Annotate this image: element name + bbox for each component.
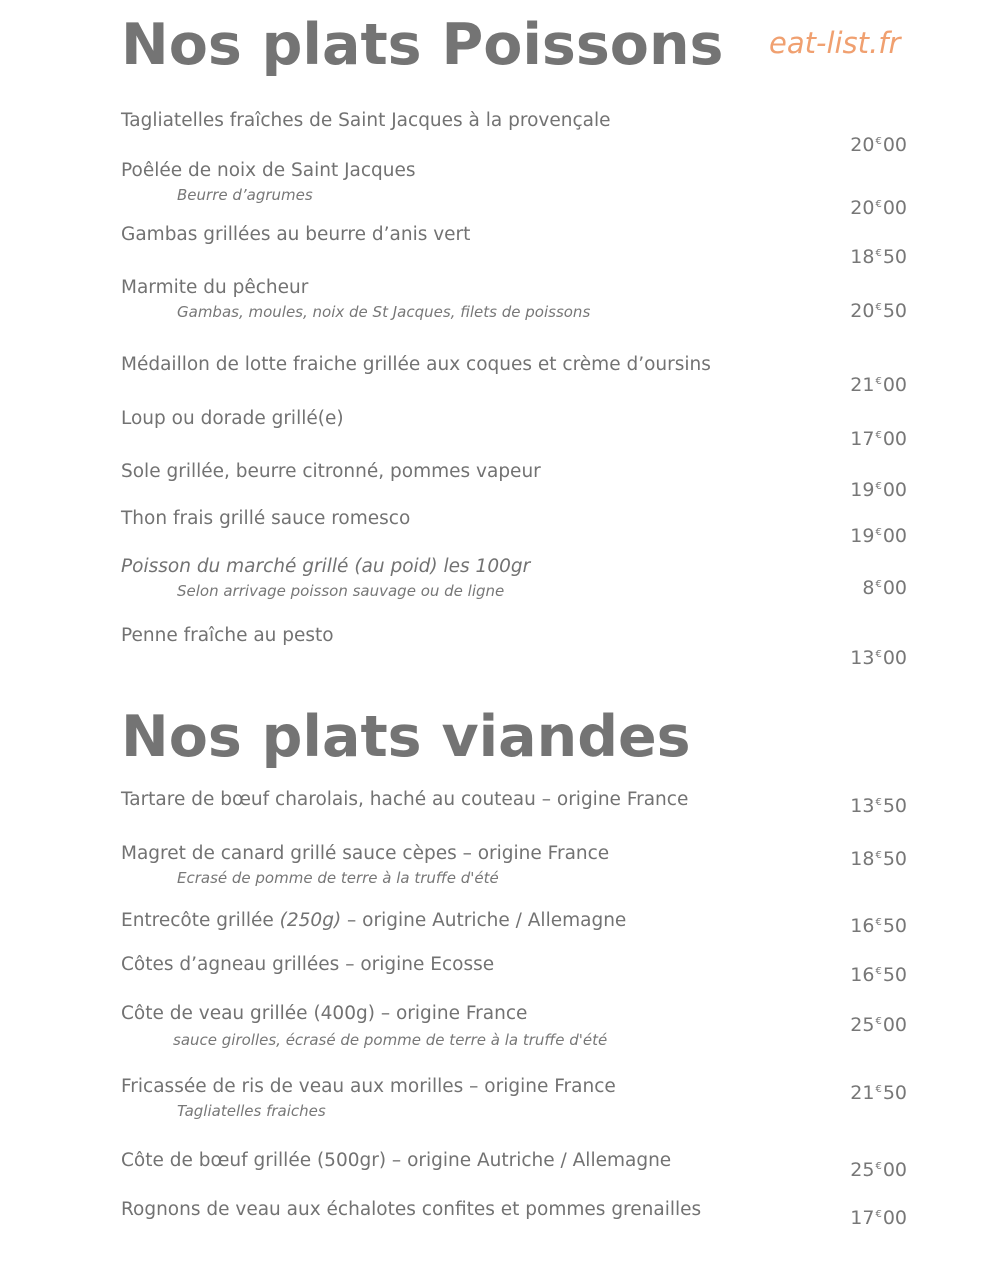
dish-name: Médaillon de lotte fraiche grillée aux coques et crème d’oursins [121,354,711,375]
dish-name: Gambas grillées au beurre d’anis vert [121,224,471,245]
dish-name: Fricassée de ris de veau aux morilles – origine France [121,1076,616,1097]
dish-price: 18€50 [850,848,907,870]
dish-name: Tartare de bœuf charolais, haché au couteau – origine France [121,789,689,810]
dish-price: 8€00 [862,577,907,599]
dish-name: Rognons de veau aux échalotes confites et pommes grenailles [121,1199,702,1220]
dish-name: Côtes d’agneau grillées – origine Ecosse [121,954,495,975]
dish-description: Ecrasé de pomme de terre à la truffe d'été [177,869,499,887]
dish-price: 19€00 [850,525,907,547]
dish-name: Thon frais grillé sauce romesco [121,508,411,529]
dish-price: 17€00 [850,428,907,450]
dish-description: sauce girolles, écrasé de pomme de terre à la truffe d'été [173,1031,608,1049]
dish-price: 17€00 [850,1207,907,1229]
dish-price: 25€00 [850,1159,907,1181]
dish-price: 16€50 [850,964,907,986]
dish-price: 20€00 [850,197,907,219]
dish-name: Poêlée de noix de Saint Jacques [121,160,416,181]
dish-name: Entrecôte grillée (250g) – origine Autriche / Allemagne [121,910,627,931]
dish-name: Sole grillée, beurre citronné, pommes vapeur [121,461,541,482]
dish-price: 16€50 [850,915,907,937]
dish-description: Tagliatelles fraiches [177,1102,326,1120]
dish-price: 20€00 [850,134,907,156]
dish-price: 18€50 [850,246,907,268]
dish-name: Magret de canard grillé sauce cèpes – origine France [121,843,610,864]
dish-description: Beurre d’agrumes [177,186,313,204]
dish-name: Côte de bœuf grillée (500gr) – origine Autriche / Allemagne [121,1150,672,1171]
section-title-poissons: Nos plats Poissons [121,12,724,78]
dish-price: 21€00 [850,374,907,396]
dish-name: Côte de veau grillée (400g) – origine France [121,1003,528,1024]
dish-price: 20€50 [850,300,907,322]
dish-price: 25€00 [850,1014,907,1036]
dish-name: Poisson du marché grillé (au poid) les 100gr [121,556,531,577]
dish-name: Tagliatelles fraîches de Saint Jacques à la provençale [121,110,611,131]
dish-price: 13€50 [850,795,907,817]
dish-name: Penne fraîche au pesto [121,625,334,646]
section-title-viandes: Nos plats viandes [121,704,691,770]
dish-price: 19€00 [850,479,907,501]
dish-price: 21€50 [850,1082,907,1104]
dish-name: Loup ou dorade grillé(e) [121,408,344,429]
dish-price: 13€00 [850,647,907,669]
dish-name: Marmite du pêcheur [121,277,309,298]
watermark-eat-list: eat-list.fr [769,26,901,60]
dish-description: Selon arrivage poisson sauvage ou de ligne [177,582,505,600]
dish-description: Gambas, moules, noix de St Jacques, filets de poissons [177,303,591,321]
